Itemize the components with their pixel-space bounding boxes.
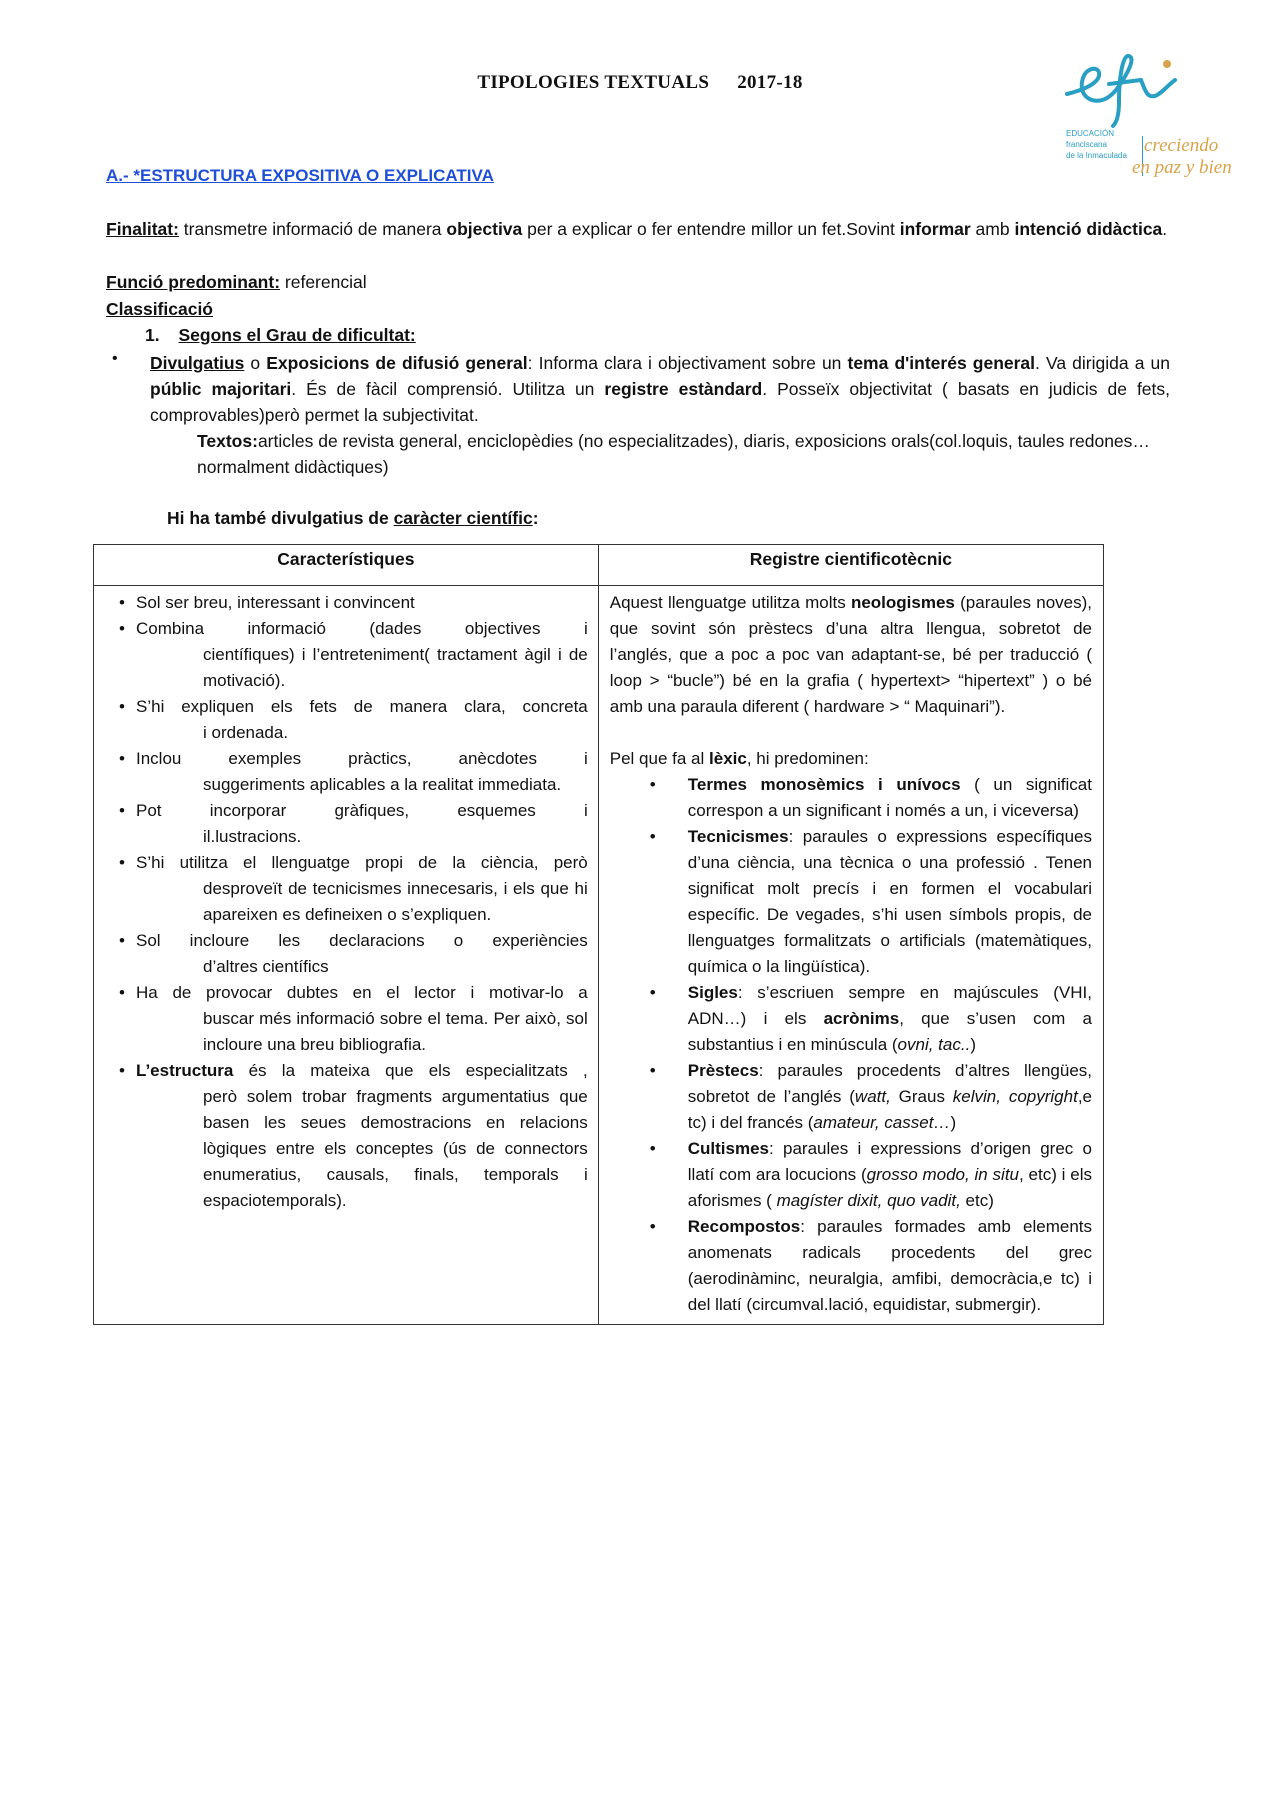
characteristic-item — [104, 746, 588, 798]
characteristic-continuation: d’altres científics — [203, 957, 329, 976]
characteristic-continuation: desproveït de tecnicismes innecesaris, i els que hi apareixen es defineixen o s’expliquen. — [203, 879, 588, 924]
logo-org-line: EDUCACIÓN — [1066, 129, 1115, 138]
column-header-characteristics: Característiques — [94, 545, 599, 586]
text-run: registre estàndard — [604, 379, 763, 399]
table-header-row — [94, 545, 1104, 586]
text-run: lèxic — [709, 749, 747, 768]
logo-tagline-line: creciendo — [1144, 135, 1219, 156]
text-run: grosso modo, in situ — [866, 1165, 1019, 1184]
characteristic-first-line — [136, 694, 588, 720]
text-run: o — [244, 353, 267, 373]
logo-org-line: franciscana — [1066, 140, 1107, 149]
text-run: transmetre informació de manera — [178, 219, 447, 239]
text-run: . Va dirigida a un — [1035, 353, 1170, 373]
text-run: . — [1162, 219, 1168, 239]
efi-logo — [1058, 50, 1263, 185]
characteristic-continuation: i ordenada. — [203, 723, 289, 742]
spacer — [610, 720, 1092, 746]
characteristic-item — [104, 850, 588, 928]
lexic-term-item — [610, 1214, 1092, 1318]
characteristic-first-line — [136, 616, 588, 642]
characteristic-item — [104, 616, 588, 694]
logo-tagline-line: en paz y bien — [1132, 157, 1232, 178]
characteristics-cell — [94, 586, 599, 1325]
section-heading-link[interactable]: A.- *ESTRUCTURA EXPOSITIVA O EXPLICATIVA — [106, 166, 494, 185]
characteristic-item — [104, 694, 588, 746]
characteristic-continuation: però solem trobar fragments argumentatius que basen les seues demostracions en relacions lògiques entre els conceptes (ús de connectors enumeratius, causals, finals, temporals i espaciotemporals). — [203, 1087, 588, 1210]
title-year: 2017-18 — [737, 72, 803, 93]
text-run: ( un significat correspon a un significant i només a un, i viceversa) — [687, 775, 1092, 820]
classificacio-item — [145, 322, 1210, 348]
table-row — [94, 586, 1104, 1325]
text-run: Ha de provocar dubtes en el lector i motivar-lo a — [136, 983, 588, 1002]
lexic-term-item — [610, 1058, 1092, 1136]
register-paragraph — [610, 590, 1092, 720]
text-run: S’hi utilitza el llenguatge propi de la ciència, però — [136, 853, 588, 872]
text-run: : paraules formades amb elements anomenats radicals procedents del grec (aerodinàminc, neuralgia, amfibi, democràcia,e tc) i del llatí (circumval.lació, equidistar, submergir). — [687, 1217, 1092, 1314]
text-run: : paraules i expressions d’origen grec o llatí com ara locucions ( — [687, 1139, 1092, 1184]
text-run: , etc) i els aforismes ( — [687, 1165, 1092, 1210]
text-run: : — [532, 508, 539, 528]
bullet-dot: • — [112, 350, 118, 367]
funcio-value: referencial — [280, 272, 367, 292]
lexic-terms-list — [610, 772, 1092, 1318]
text-run: Divulgatius — [150, 353, 245, 373]
text-run: Combina informació (dades objectives i — [136, 619, 588, 638]
funcio-line — [106, 269, 1171, 295]
item-number: 1. — [145, 325, 160, 345]
text-run: ) — [950, 1113, 957, 1132]
text-run: públic majoritari — [150, 379, 292, 399]
text-run: Sigles — [687, 983, 738, 1002]
characteristic-continuation: buscar més informació sobre el tema. Per això, sol incloure una breu bibliografia. — [203, 1009, 588, 1054]
funcio-label: Funció predominant: — [106, 272, 281, 292]
efi-logo-mark — [1063, 50, 1183, 130]
lexic-intro — [610, 746, 1092, 772]
text-run: ovni, tac.. — [897, 1035, 971, 1054]
text-run: : paraules o expressions específiques d’una ciència, una tècnica o una professió . Tenen significat molt precís i en formen el vocabulari específic. De vegades, s’hi usen símbols propis, de llenguatges formalitzats o artificials (matemàtiques, química o la lingüística). — [687, 827, 1092, 976]
characteristics-list — [104, 590, 588, 1214]
lexic-term-item — [610, 980, 1092, 1058]
text-run: neologismes — [850, 593, 955, 612]
text-run: objectiva — [446, 219, 523, 239]
textos-label: Textos: — [197, 431, 258, 451]
text-run: Pot incorporar gràfiques, esquemes i — [136, 801, 588, 820]
lexic-term-item — [610, 824, 1092, 980]
classificacio-label: Classificació — [106, 299, 213, 319]
logo-org-line: de la Inmaculada — [1066, 151, 1127, 160]
text-run: Exposicions de difusió general — [266, 353, 528, 373]
finalitat-label: Finalitat: — [106, 219, 179, 239]
text-run: , hi predominen: — [746, 749, 869, 768]
text-run: per a explicar o fer entendre millor un fet.Sovint — [522, 219, 900, 239]
column-header-register: Registre cientificotècnic — [598, 545, 1103, 586]
characteristic-first-line — [136, 850, 588, 876]
logo-tagline — [1132, 135, 1232, 179]
finalitat-paragraph — [106, 216, 1171, 242]
characteristic-first-line — [136, 746, 588, 772]
text-run: Sol ser breu, interessant i convincent — [136, 593, 415, 612]
characteristic-item — [104, 980, 588, 1058]
textos-value: articles de revista general, enciclopèdies (no especialitzades), diaris, exposicions orals(col.loquis, taules redones…normalment didàctiques) — [197, 431, 1150, 477]
characteristic-item — [104, 590, 588, 616]
text-run: etc) — [960, 1191, 994, 1210]
text-run: : paraules procedents d’altres llengües, sobretot de l’anglés ( — [687, 1061, 1092, 1106]
divulgatius-paragraph — [150, 350, 1170, 428]
text-run: intenció didàctica — [1014, 219, 1163, 239]
text-run: . Posseïx objectivitat ( basats en judicis de fets, comprovables)però permet la subjectivitat. — [150, 379, 1171, 425]
text-run: ) — [970, 1035, 976, 1054]
characteristic-first-line — [136, 590, 588, 616]
text-run: informar — [899, 219, 971, 239]
characteristic-first-line — [136, 798, 588, 824]
text-run: L’estructura — [136, 1061, 234, 1080]
text-run: Recompostos — [687, 1217, 801, 1236]
lexic-term-item — [610, 1136, 1092, 1214]
text-run: kelvin, copyright — [952, 1087, 1078, 1106]
text-run: ,e tc) i del francés ( — [687, 1087, 1092, 1132]
text-run: Hi ha també divulgatius de — [167, 508, 394, 528]
characteristic-item — [104, 1058, 588, 1214]
characteristic-first-line — [136, 980, 588, 1006]
text-run: : Informa clara i objectivament sobre un — [527, 353, 848, 373]
characteristic-first-line — [136, 1058, 588, 1084]
text-run: acrònims — [823, 1009, 900, 1028]
title-text: TIPOLOGIES TEXTUALS — [477, 72, 710, 93]
text-run: Graus — [890, 1087, 953, 1106]
characteristic-item — [104, 928, 588, 980]
text-run: S’hi expliquen els fets de manera clara, concreta — [136, 697, 588, 716]
text-run: tema d'interés general — [847, 353, 1036, 373]
text-run: Inclou exemples pràctics, anècdotes i — [136, 749, 588, 768]
text-run: Tecnicismes — [687, 827, 789, 846]
characteristic-continuation: científiques) i l’entreteniment( tractament àgil i de motivació). — [203, 645, 588, 690]
characteristics-table — [93, 544, 1104, 1325]
classificacio-heading — [106, 296, 1171, 322]
text-run: : s’escriuen sempre en majúscules (VHI, ADN…) i els — [687, 983, 1092, 1028]
text-run: watt, — [854, 1087, 891, 1106]
register-cell — [598, 586, 1103, 1325]
characteristic-first-line — [136, 928, 588, 954]
characteristic-item — [104, 798, 588, 850]
text-run: amateur, casset… — [813, 1113, 951, 1132]
characteristic-continuation: il.lustracions. — [203, 827, 302, 846]
text-run: Sol incloure les declaracions o experiències — [136, 931, 588, 950]
text-run: caràcter científic — [393, 508, 533, 528]
text-run: (paraules noves), que sovint són prèstecs d’una altra llengua, sobretot de l’anglés, que a poc a poc van adaptant-se, bé per traducció ( loop > “bucle”) bé en la grafia ( hypertext> “hipertext” ) o bé amb una paraula diferent ( hardware > “ Maquinari”). — [609, 593, 1092, 716]
scientific-subheading — [167, 508, 539, 529]
text-run: magíster dixit, quo vadit, — [776, 1191, 961, 1210]
textos-paragraph — [197, 428, 1170, 480]
text-run: , que s’usen com a substantius i en minúscula ( — [687, 1009, 1092, 1054]
item-label: Segons el Grau de dificultat: — [178, 325, 416, 345]
text-run: amb — [970, 219, 1015, 239]
text-run: Termes monosèmics i unívocs — [687, 775, 961, 794]
text-run: Aquest llenguatge utilitza molts — [609, 593, 851, 612]
text-run: Pel que fa al — [609, 749, 710, 768]
text-run: Cultismes — [687, 1139, 770, 1158]
characteristic-continuation: suggeriments aplicables a la realitat immediata. — [203, 775, 562, 794]
text-run: . És de fàcil comprensió. Utilitza un — [291, 379, 605, 399]
lexic-term-item — [610, 772, 1092, 824]
text-run: és la mateixa que els especialitzats , — [233, 1061, 588, 1080]
text-run: Prèstecs — [687, 1061, 759, 1080]
